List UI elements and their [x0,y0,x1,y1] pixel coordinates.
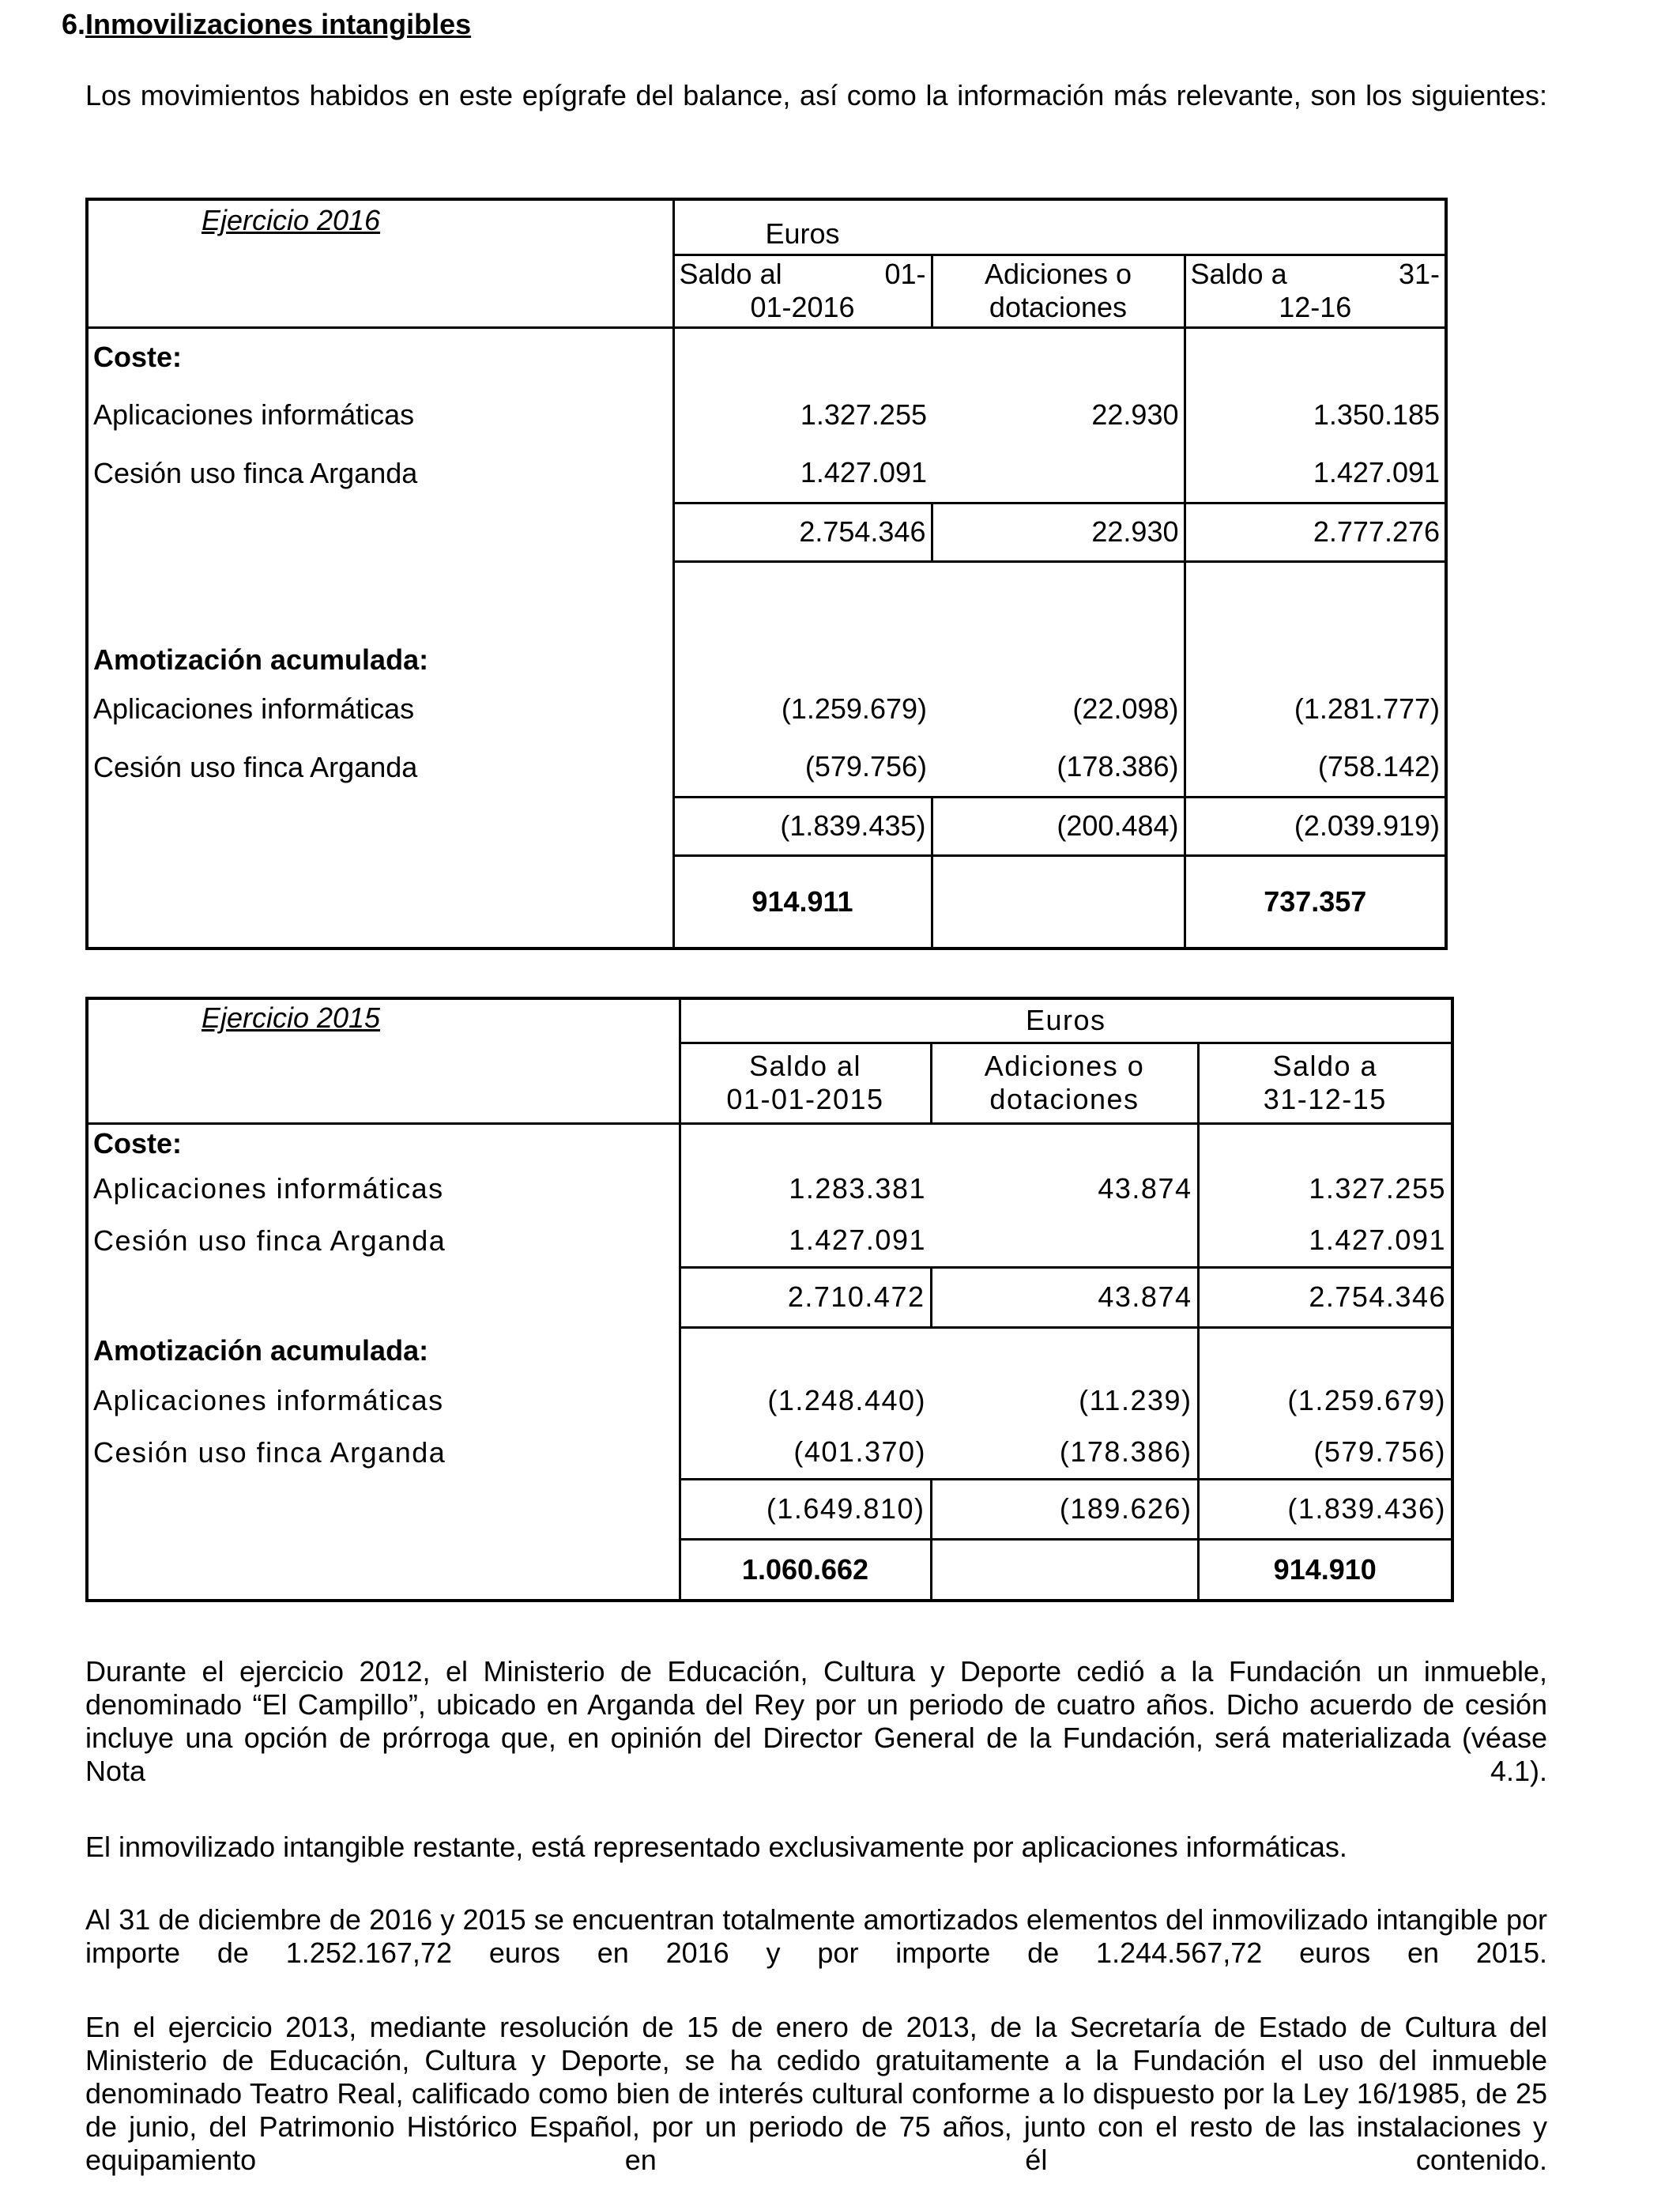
table-2016 [85,198,1448,950]
table-row: Aplicaciones informáticas 1.283.381 43.874 1.327.255 [87,1163,1452,1215]
section-title: Inmovilizaciones intangibles [85,8,472,40]
table-2015 [85,997,1454,1602]
paragraph-teatro-real: En el ejercicio 2013, mediante resolución de 15 de enero de 2013, de la Secretaría de Estado de Cultura del Ministerio de Educación, Cultura y Deporte, se ha cedido gratuitamente a la Fundación el uso del inmueble denominado Teatro Real, calificado como bien de interés cultural conforme a lo dispuesto por la Ley 16/1985, de 25 de junio, del Patrimonio Histórico Español, por un periodo de 75 años, junto con el resto de las instalaciones y equipamiento en él contenido. [85,2011,1547,2176]
paragraph-aplicaciones: El inmovilizado intangible restante, está representado exclusivamente por aplicaciones informáticas. [85,1831,1347,1863]
table-2015-subtotal-coste: 2.710.472 43.874 2.754.346 [87,1267,1452,1327]
section-number: 6. [61,8,85,40]
table-2015-subtotal-amort: (1.649.810) (189.626) (1.839.436) [87,1479,1452,1539]
table-2015-period-cell [87,998,680,1123]
table-2015-currency: Euros [680,998,1452,1043]
table-2016-currency: Euros [673,199,1446,255]
table-row [87,327,1446,386]
table-2015-amort-label: Amotización acumulada: [93,1334,429,1367]
intro-paragraph: Los movimientos habidos en este epígrafe del balance, así como la información más relevante, son los siguientes: [85,79,1547,111]
table-row: Cesión uso finca Arganda 1.427.091 1.427.091 [87,1215,1452,1267]
table-2016-subtotal-coste: 2.754.346 22.930 2.777.276 [87,503,1446,561]
table-row: Cesión uso finca Arganda (579.756) (178.386) (758.142) [87,738,1446,797]
table-row: Aplicaciones informáticas (1.259.679) (22.098) (1.281.777) [87,680,1446,738]
section-heading [17,8,471,41]
table-2015-col1-head: Saldo al 01-01-2015 [680,1043,931,1123]
table-2015-period: Ejercicio 2015 [201,1001,381,1034]
table-2016-amort-label: Amotización acumulada: [93,643,429,676]
table-2016-period: Ejercicio 2016 [201,204,381,236]
table-row: Aplicaciones informáticas (1.248.440) (11.239) (1.259.679) [87,1375,1452,1427]
table-row [87,1123,1452,1163]
table-2015-header-row [87,998,1452,1043]
table-row: Cesión uso finca Arganda (401.370) (178.386) (579.756) [87,1427,1452,1479]
table-row: Aplicaciones informáticas 1.327.255 22.930 1.350.185 [87,386,1446,444]
table-2016-col1-head: Saldo al 01- 01-2016 [673,255,932,327]
table-2016-col2-head: Adiciones o dotaciones [932,255,1185,327]
table-2016-coste-label: Coste: [87,327,673,386]
table-row [87,561,1446,680]
table-2016-header-row [87,199,1446,255]
paragraph-el-campillo: Durante el ejercicio 2012, el Ministerio de Educación, Cultura y Deporte cedió a la Fundación un inmueble, denominado “El Campillo”, ubicado en Arganda del Rey por un periodo de cuatro años. Dicho acuerdo de cesión incluye una opción de prórroga que, en opinión del Director General de la Fundación, será materializada (véase Nota 4.1). [85,1655,1547,1787]
table-2016-period-cell [87,199,673,327]
table-2016-subtotal-amort: (1.839.435) (200.484) (2.039.919) [87,797,1446,855]
table-2015-coste-label: Coste: [93,1126,183,1160]
table-2015-col2-head: Adiciones o dotaciones [931,1043,1198,1123]
table-2015-col3-head: Saldo a 31-12-15 [1198,1043,1452,1123]
table-row [87,1327,1452,1375]
table-2016-net-row: 914.911 737.357 [87,855,1446,948]
table-2016-col3-head: Saldo a 31- 12-16 [1185,255,1446,327]
table-2015-net-row: 1.060.662 914.910 [87,1539,1452,1601]
paragraph-amortizados: Al 31 de diciembre de 2016 y 2015 se encuentran totalmente amortizados elementos del inmovilizado intangible por importe de 1.252.167,72 euros en 2016 y por importe de 1.244.567,72 euros en 2015. [85,1903,1547,1969]
table-row: Cesión uso finca Arganda 1.427.091 1.427.091 [87,444,1446,503]
